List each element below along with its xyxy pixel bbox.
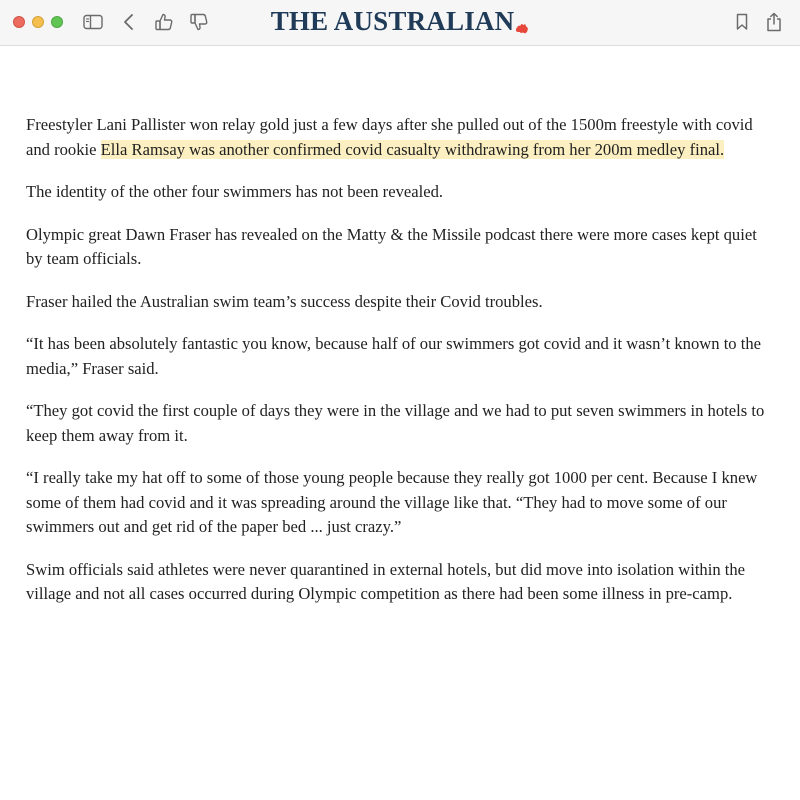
paragraph-3: Olympic great Dawn Fraser has revealed on the Matty & the Missile podcast there were more cases kept quiet by team officials. [26,224,757,268]
paragraph-6: “They got covid the first couple of days they were in the village and we had to put seven swimmers in hotels to keep them away from it. [26,401,765,445]
share-icon[interactable] [763,11,785,33]
australia-map-icon [515,11,529,42]
bookmark-icon[interactable] [731,11,753,33]
paragraph-8: Swim officials said athletes were never quarantined in external hotels, but did move into isolation within the village and not all cases occurred during Olympic competition as there had been some illness in pre-camp. [26,559,746,603]
highlighted-text[interactable]: Ella Ramsay was another confirmed covid casualty withdrawing from her 200m medley final. [100,139,725,159]
paragraph-1-text: Freestyler Lani Pallister won relay gold just a few days after she pulled out of the 1500m freestyle with covid and rookie [26,115,753,159]
masthead-title: THE AUSTRALIAN [270,6,515,36]
paragraph-7: “I really take my hat off to some of those young people because they really got 1000 per cent. Because I knew some of them had covid and it was spreading around the village like that. “They had to move some of our swimmers out and get rid of the paper bed ... just crazy.” [26,468,758,536]
paragraph-4: Fraser hailed the Australian swim team’s success despite their Covid troubles. [26,291,543,311]
paragraph-1 [26,113,776,162]
article-body [26,113,776,625]
masthead-logo [0,6,800,42]
browser-toolbar [0,0,800,46]
paragraph-5: “It has been absolutely fantastic you know, because half of our swimmers got covid and it wasn’t known to the media,” Fraser said. [26,334,762,378]
paragraph-2: The identity of the other four swimmers has not been revealed. [26,182,444,201]
